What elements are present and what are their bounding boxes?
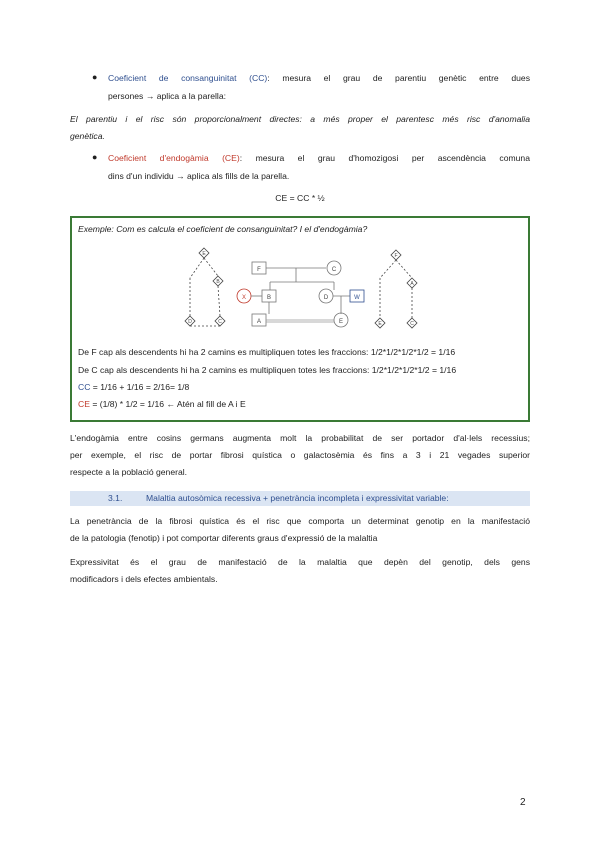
right-tree-label-c: C: [410, 321, 414, 327]
expressivitat-line2: modificadors i dels efectes ambientals.: [70, 574, 218, 584]
bullet1-line2: persones → aplica a la parella:: [108, 91, 226, 101]
expressivitat-line1: Expressivitat és el grau de manifestació de la malaltia que depèn del genotip, dels gens: [70, 557, 530, 567]
label-W: W: [354, 295, 360, 301]
left-tree-label-top: E: [202, 251, 206, 257]
section-title: Malaltia autosòmica recessiva + penetrància incompleta i expressivitat variable:: [146, 493, 449, 503]
label-F: F: [257, 267, 261, 273]
cc-term: Coeficient de consanguinitat (CC): [108, 73, 268, 83]
left-tree-label-d: D: [188, 319, 192, 325]
example-line-CE: CE = (1/8) * 1/2 = 1/16 ← Atén al fill de A i E: [78, 399, 246, 409]
example-box: [70, 216, 530, 422]
example-line-C: De C cap als descendents hi ha 2 camins es multipliquen totes les fraccions: 1/2*1/2*1/2*1/2 = 1/16: [78, 365, 457, 375]
penetrancia-line2: de la patologia (fenotip) i pot comportar diferents graus d'expressió de la malaltia: [70, 533, 378, 543]
left-tree-label-c: C: [218, 319, 222, 325]
bullet2-line2: dins d'un individu → aplica als fills de la parella.: [108, 171, 290, 181]
example-line-F: De F cap als descendents hi ha 2 camins es multipliquen totes les fraccions: 1/2*1/2*1/2*1/2 = 1/16: [78, 347, 456, 357]
right-tree-label-top: F: [394, 253, 398, 259]
bullet2-line1: Coeficient d'endogàmia (CE): mesura el grau d'homozigosi per ascendència comuna: [108, 153, 530, 163]
label-B: B: [266, 295, 272, 301]
example-line-CC: CC = 1/16 + 1/16 = 2/16= 1/8: [78, 382, 190, 392]
endogamia-line2: per exemple, el risc de portar fibrosi quística o galactosèmia és fins a 3 i 21 vegades superior: [70, 450, 530, 460]
italic-note-line1: El parentiu i el risc són proporcionalment directes: a més proper el parentesc més risc d'anomalia: [70, 114, 530, 124]
section-number: 3.1.: [108, 493, 123, 503]
right-tree-label-a: A: [410, 281, 414, 287]
formula: CE = CC * ½: [275, 193, 325, 203]
right-tree-label-e: E: [378, 321, 382, 327]
left-tree-label-b: B: [216, 279, 220, 285]
bullet-dot: ●: [92, 72, 98, 82]
penetrancia-line1: La penetrància de la fibrosi quística és el risc que comporta un determinat genotip en la manifestació: [70, 516, 530, 526]
bullet1-line1: Coeficient de consanguinitat (CC): mesura el grau de parentiu genètic entre dues: [108, 73, 530, 83]
label-E: E: [338, 319, 344, 325]
label-D: D: [323, 295, 329, 301]
ce-term: Coeficient d'endogàmia (CE): [108, 153, 240, 163]
page-number: 2: [520, 797, 526, 808]
main-pedigree: [237, 261, 364, 327]
italic-note-line2: genètica.: [70, 131, 105, 141]
cc-label: CC: [78, 382, 91, 392]
endogamia-line3: respecte a la població general.: [70, 467, 188, 477]
example-title: Exemple: Com es calcula el coeficient de consanguinitat? I el d'endogàmia?: [78, 224, 368, 234]
pedigree-diagram: [72, 238, 528, 338]
right-mini-pedigree: [375, 250, 417, 328]
bullet-dot: ●: [92, 152, 98, 162]
ce-label: CE: [78, 399, 90, 409]
endogamia-line1: L'endogàmia entre cosins germans augmenta molt la probabilitat de ser portador d'al·lels recessius;: [70, 433, 530, 443]
label-C: C: [331, 267, 337, 273]
label-A: A: [256, 319, 262, 325]
left-mini-pedigree: [185, 248, 225, 326]
label-X: X: [241, 295, 247, 301]
